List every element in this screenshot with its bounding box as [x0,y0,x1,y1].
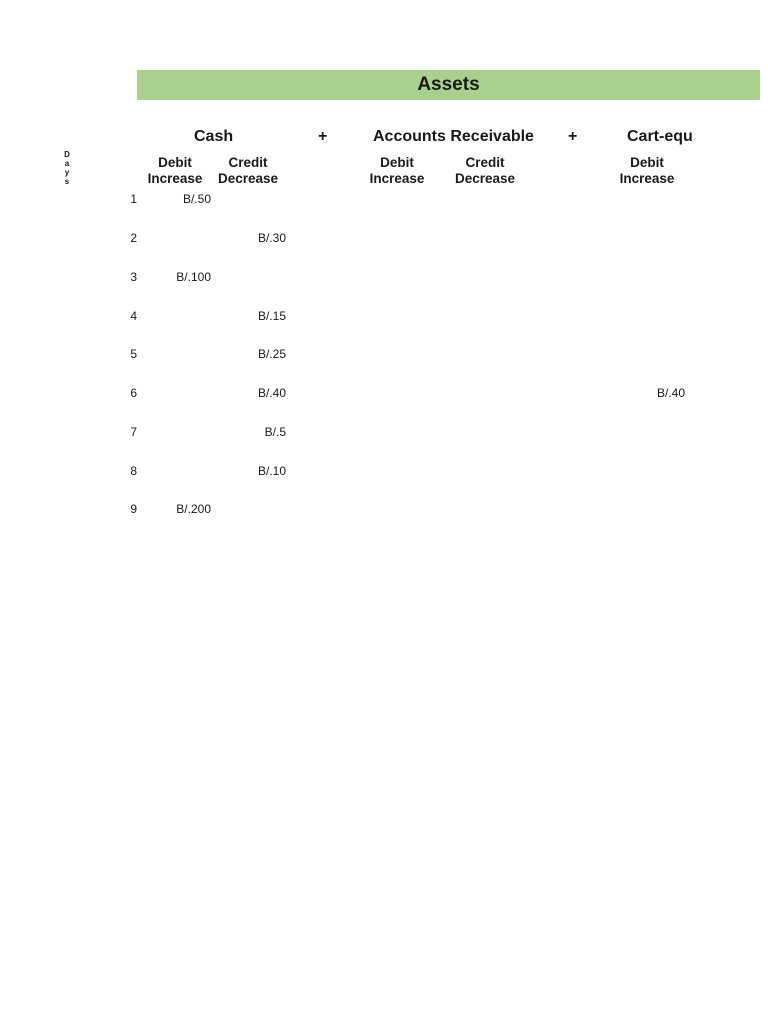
day-number: 4 [130,309,137,323]
assets-title: Assets [417,74,480,95]
header-line: Debit [630,155,664,170]
day-number: 7 [130,425,137,439]
cash-debit-value: B/.50 [182,192,211,206]
header-line: Credit [465,155,505,170]
accounts-receivable-title: Accounts Receivable [373,128,534,145]
header-line: Debit [158,155,192,170]
days-label-char: D [64,150,70,159]
day-number: 9 [130,502,137,516]
days-label-char: a [64,159,70,168]
cash-credit-value: B/.30 [257,231,286,245]
header-line: Decrease [217,171,279,186]
header-line: Increase [619,171,675,186]
cart-debit-value: B/.40 [656,386,685,400]
cash-debit-value: B/.100 [176,270,211,284]
day-number: 2 [130,231,137,245]
cash-credit-value: B/.10 [257,464,286,478]
plus-sign-2: + [568,128,578,145]
days-label-char: s [64,177,70,186]
day-number: 3 [130,270,137,284]
cash-account-title: Cash [194,128,234,145]
assets-header-banner [137,70,760,100]
plus-sign-1: + [318,128,328,145]
day-number: 5 [130,347,137,361]
cash-credit-value: B/.15 [257,309,286,323]
day-number: 6 [130,386,137,400]
ar-credit-header [440,155,530,187]
day-number: 1 [130,192,137,206]
cash-credit-value: B/.40 [257,386,286,400]
cash-debit-value: B/.200 [176,502,211,516]
header-line: Decrease [454,171,516,186]
ar-debit-header [352,155,442,187]
header-line: Credit [228,155,268,170]
cart-debit-header [602,155,692,187]
days-label-char: y [64,168,70,177]
header-line: Debit [380,155,414,170]
header-line: Increase [369,171,425,186]
cash-credit-header [203,155,293,187]
cart-equipment-title: Cart-equ [627,128,693,145]
cash-credit-value: B/.5 [264,425,286,439]
days-label [62,150,72,186]
cash-credit-value: B/.25 [257,347,286,361]
header-line: Increase [147,171,203,186]
day-number: 8 [130,464,137,478]
